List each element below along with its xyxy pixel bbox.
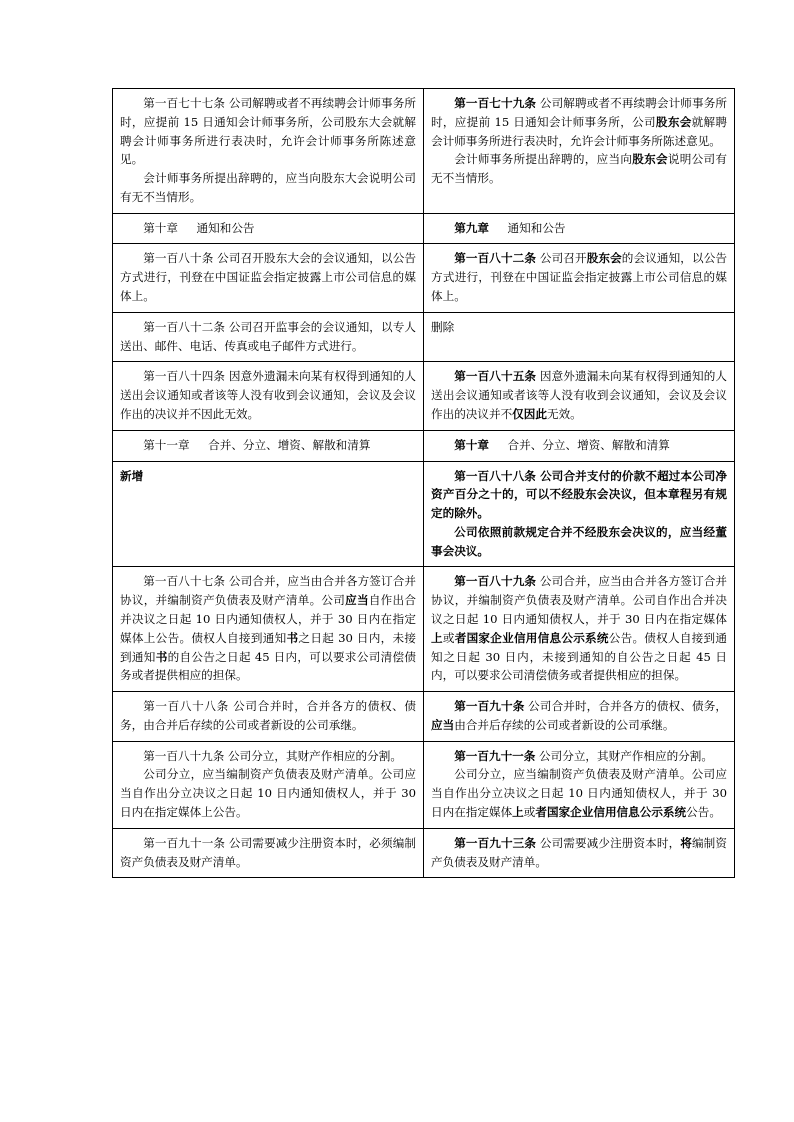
body-text: 第一百八十九条 公司分立，其财产作相应的分割。 bbox=[143, 748, 402, 763]
table-cell-right bbox=[424, 430, 735, 461]
body-text: 删除 bbox=[431, 319, 455, 334]
table-cell-left bbox=[113, 567, 424, 692]
paragraph bbox=[431, 150, 727, 188]
emphasis-text: 应当 bbox=[345, 593, 369, 608]
emphasis-text: 者国家企业信用信息公示系统 bbox=[535, 805, 687, 819]
chapter-heading bbox=[431, 436, 727, 455]
table-cell-left bbox=[113, 741, 424, 828]
emphasis-text: 书 bbox=[286, 630, 299, 645]
paragraph bbox=[431, 523, 727, 561]
paragraph bbox=[120, 467, 416, 486]
table-cell-right bbox=[424, 741, 735, 828]
table-cell-left bbox=[113, 692, 424, 742]
table-cell-right bbox=[424, 461, 735, 567]
table-cell-right bbox=[424, 89, 735, 214]
table-row bbox=[113, 567, 735, 692]
comparison-table bbox=[112, 88, 735, 878]
paragraph bbox=[120, 367, 416, 423]
body-text: 合并、分立、增资、解散和清算 bbox=[507, 437, 670, 452]
body-text: 第一百八十八条 公司合并时，合并各方的债权、债务，由合并后存续的公司或者新设的公司承继。 bbox=[120, 699, 416, 732]
table-cell-right bbox=[424, 692, 735, 742]
table-row bbox=[113, 312, 735, 362]
emphasis-text: 第一百九十三条 bbox=[454, 835, 537, 850]
body-text: 第十一章 bbox=[143, 437, 190, 452]
body-text: 无效。 bbox=[546, 406, 582, 421]
body-text: 公司合并时，合并各方的债权、债务， bbox=[524, 699, 727, 714]
emphasis-text: 上 bbox=[512, 805, 524, 819]
table-body bbox=[113, 89, 735, 878]
emphasis-text: 第十章 bbox=[454, 437, 489, 452]
table-cell-left bbox=[113, 828, 424, 878]
table-cell-left bbox=[113, 312, 424, 362]
paragraph bbox=[120, 249, 416, 305]
paragraph bbox=[431, 249, 727, 305]
emphasis-text: 股东会 bbox=[586, 251, 622, 266]
table-cell-left bbox=[113, 430, 424, 461]
paragraph bbox=[120, 572, 416, 685]
chapter-heading bbox=[120, 436, 416, 455]
paragraph bbox=[431, 747, 727, 766]
chapter-heading bbox=[120, 219, 416, 238]
table-cell-right bbox=[424, 362, 735, 430]
emphasis-text: 将 bbox=[680, 835, 692, 850]
body-text: 第一百八十七条 公司合并，应当由合并各方签订合并协议，并编制资产负债表及财产清单。公司 bbox=[120, 574, 416, 608]
emphasis-text: 第一百九十一条 bbox=[454, 748, 536, 763]
table-row bbox=[113, 430, 735, 461]
emphasis-text: 第一百八十二条 bbox=[454, 251, 537, 266]
paragraph bbox=[431, 572, 727, 685]
table-cell-right bbox=[424, 213, 735, 244]
body-text: 公告。 bbox=[686, 805, 721, 819]
emphasis-text: 第一百九十条 bbox=[454, 699, 525, 714]
body-text: 公司合并，应当由合并各方签订合并协议，并编制资产负债表及财产清单。公司自作出合并决议之日起 10 日内通知债权人，并于 30 日内在指定媒体 bbox=[431, 574, 727, 626]
table-cell-left bbox=[113, 213, 424, 244]
body-text: 或 bbox=[523, 805, 536, 819]
paragraph bbox=[431, 367, 727, 423]
emphasis-text: 第一百八十八条 公司合并支付的价款不超过本公司净资产百分之十的，可以不经股东会决议，但本章程另有规定的除外。 bbox=[431, 468, 727, 521]
emphasis-text: 公司依照前款规定合并不经股东会决议的，应当经董事会决议。 bbox=[431, 524, 727, 558]
body-text: 之日起 30 日内，未接到通知 bbox=[120, 630, 416, 664]
body-text: 合并、分立、增资、解散和清算 bbox=[208, 437, 371, 452]
body-text: 第一百九十一条 公司需要减少注册资本时，必须编制资产负债表及财产清单。 bbox=[120, 835, 416, 869]
table-cell-right bbox=[424, 312, 735, 362]
table-cell-left bbox=[113, 461, 424, 567]
body-text: 通知和公告 bbox=[507, 220, 566, 235]
table-row bbox=[113, 89, 735, 214]
body-text: 第十章 bbox=[143, 220, 178, 235]
body-text: 的自公告之日起 45 日内，可以要求公司清偿债务或者提供相应的担保。 bbox=[120, 649, 416, 683]
paragraph bbox=[431, 765, 727, 821]
table-cell-left bbox=[113, 362, 424, 430]
body-text: 通知和公告 bbox=[196, 220, 255, 235]
body-text: 的会议通知，以公告方式进行，刊登在中国证监会指定披露上市公司信息的媒体上。 bbox=[431, 251, 727, 304]
body-text: 公司解聘或者不再续聘会计师事务所时，应提前 15 日通知会计师事务所，公司 bbox=[431, 96, 727, 129]
emphasis-text: 书 bbox=[155, 649, 168, 664]
body-text: 第一百八十二条 公司召开监事会的会议通知，以专人送出、邮件、电话、传真或电子邮件方式进行。 bbox=[120, 319, 416, 353]
table-cell-left bbox=[113, 89, 424, 214]
body-text: 编制资产负债表及财产清单。 bbox=[431, 835, 727, 869]
table-cell-right bbox=[424, 567, 735, 692]
chapter-heading bbox=[431, 219, 727, 238]
body-text: 公司分立，其财产作相应的分割。 bbox=[535, 748, 713, 763]
body-text: 或 bbox=[442, 630, 455, 645]
table-cell-left bbox=[113, 244, 424, 312]
emphasis-text: 第一百七十九条 bbox=[454, 96, 537, 110]
paragraph bbox=[120, 697, 416, 735]
emphasis-text: 仅因此 bbox=[512, 406, 547, 421]
table-row bbox=[113, 362, 735, 430]
paragraph bbox=[120, 747, 416, 766]
paragraph bbox=[431, 834, 727, 872]
paragraph bbox=[431, 318, 727, 337]
table-cell-right bbox=[424, 244, 735, 312]
paragraph bbox=[431, 94, 727, 150]
body-text: 公司召开 bbox=[536, 251, 587, 266]
emphasis-text: 者国家企业信用信息公示系统 bbox=[454, 630, 609, 645]
table-row bbox=[113, 828, 735, 878]
emphasis-text: 股东会 bbox=[655, 114, 692, 129]
body-text: 说明公司有无不当情形。 bbox=[431, 152, 727, 186]
table-row bbox=[113, 244, 735, 312]
paragraph bbox=[431, 467, 727, 523]
body-text: 就解聘会计师事务所进行表决时，允许会计师事务所陈述意见。 bbox=[431, 114, 727, 148]
table-row bbox=[113, 692, 735, 742]
emphasis-text: 股东会 bbox=[632, 152, 668, 167]
body-text: 公司分立，应当编制资产负债表及财产清单。公司应当自作出分立决议之日起 10 日内通知债权人，并于 30 日内在指定媒体上公告。 bbox=[120, 767, 416, 819]
paragraph bbox=[120, 169, 416, 207]
body-text: 公司需要减少注册资本时， bbox=[536, 835, 681, 850]
emphasis-text: 第九章 bbox=[454, 220, 489, 235]
emphasis-text: 应当 bbox=[431, 717, 455, 732]
body-text: 自作出合并决议之日起 10 日内通知债权人，并于 30 日内在指定媒体上公告。债权人自接到通知 bbox=[120, 593, 416, 645]
table-row bbox=[113, 741, 735, 828]
body-text: 会计师事务所提出辞聘的，应当向股东大会说明公司有无不当情形。 bbox=[120, 171, 416, 204]
paragraph bbox=[120, 318, 416, 356]
body-text: 第一百八十四条 因意外遗漏未向某有权得到通知的人送出会议通知或者该等人没有收到会议通知，会议及会议作出的决议并不因此无效。 bbox=[120, 369, 416, 421]
emphasis-text: 上 bbox=[431, 630, 443, 645]
body-text: 会计师事务所提出辞聘的，应当向 bbox=[454, 152, 633, 167]
body-text: 公司分立，应当编制资产负债表及财产清单。公司应当自作出分立决议之日起 10 日内通知债权人，并于 30 日内在指定媒体 bbox=[431, 767, 727, 819]
table-row bbox=[113, 213, 735, 244]
table-row bbox=[113, 461, 735, 567]
body-text: 公告。债权人自接到通知之日起 30 日内，未接到通知的自公告之日起 45 日内，可以要求公司清偿债务或者提供相应的担保。 bbox=[431, 630, 727, 683]
emphasis-text: 第一百八十五条 bbox=[454, 369, 537, 384]
body-text: 由合并后存续的公司或者新设的公司承继。 bbox=[454, 717, 675, 732]
paragraph bbox=[120, 834, 416, 872]
table-cell-right bbox=[424, 828, 735, 878]
paragraph bbox=[431, 697, 727, 735]
paragraph bbox=[120, 765, 416, 821]
body-text: 第一百七十七条 公司解聘或者不再续聘会计师事务所时，应提前 15 日通知会计师事务所，公司股东大会就解聘会计师事务所进行表决时，允许会计师事务所陈述意见。 bbox=[120, 96, 416, 167]
emphasis-text: 第一百八十九条 bbox=[454, 574, 537, 589]
body-text: 因意外遗漏未向某有权得到通知的人送出会议通知或者该等人没有收到会议通知，会议及会议作出的决议并不 bbox=[431, 369, 727, 421]
emphasis-text: 新增 bbox=[120, 468, 144, 483]
paragraph bbox=[120, 94, 416, 169]
body-text: 第一百八十条 公司召开股东大会的会议通知，以公告方式进行，刊登在中国证监会指定披露上市公司信息的媒体上。 bbox=[120, 251, 416, 304]
